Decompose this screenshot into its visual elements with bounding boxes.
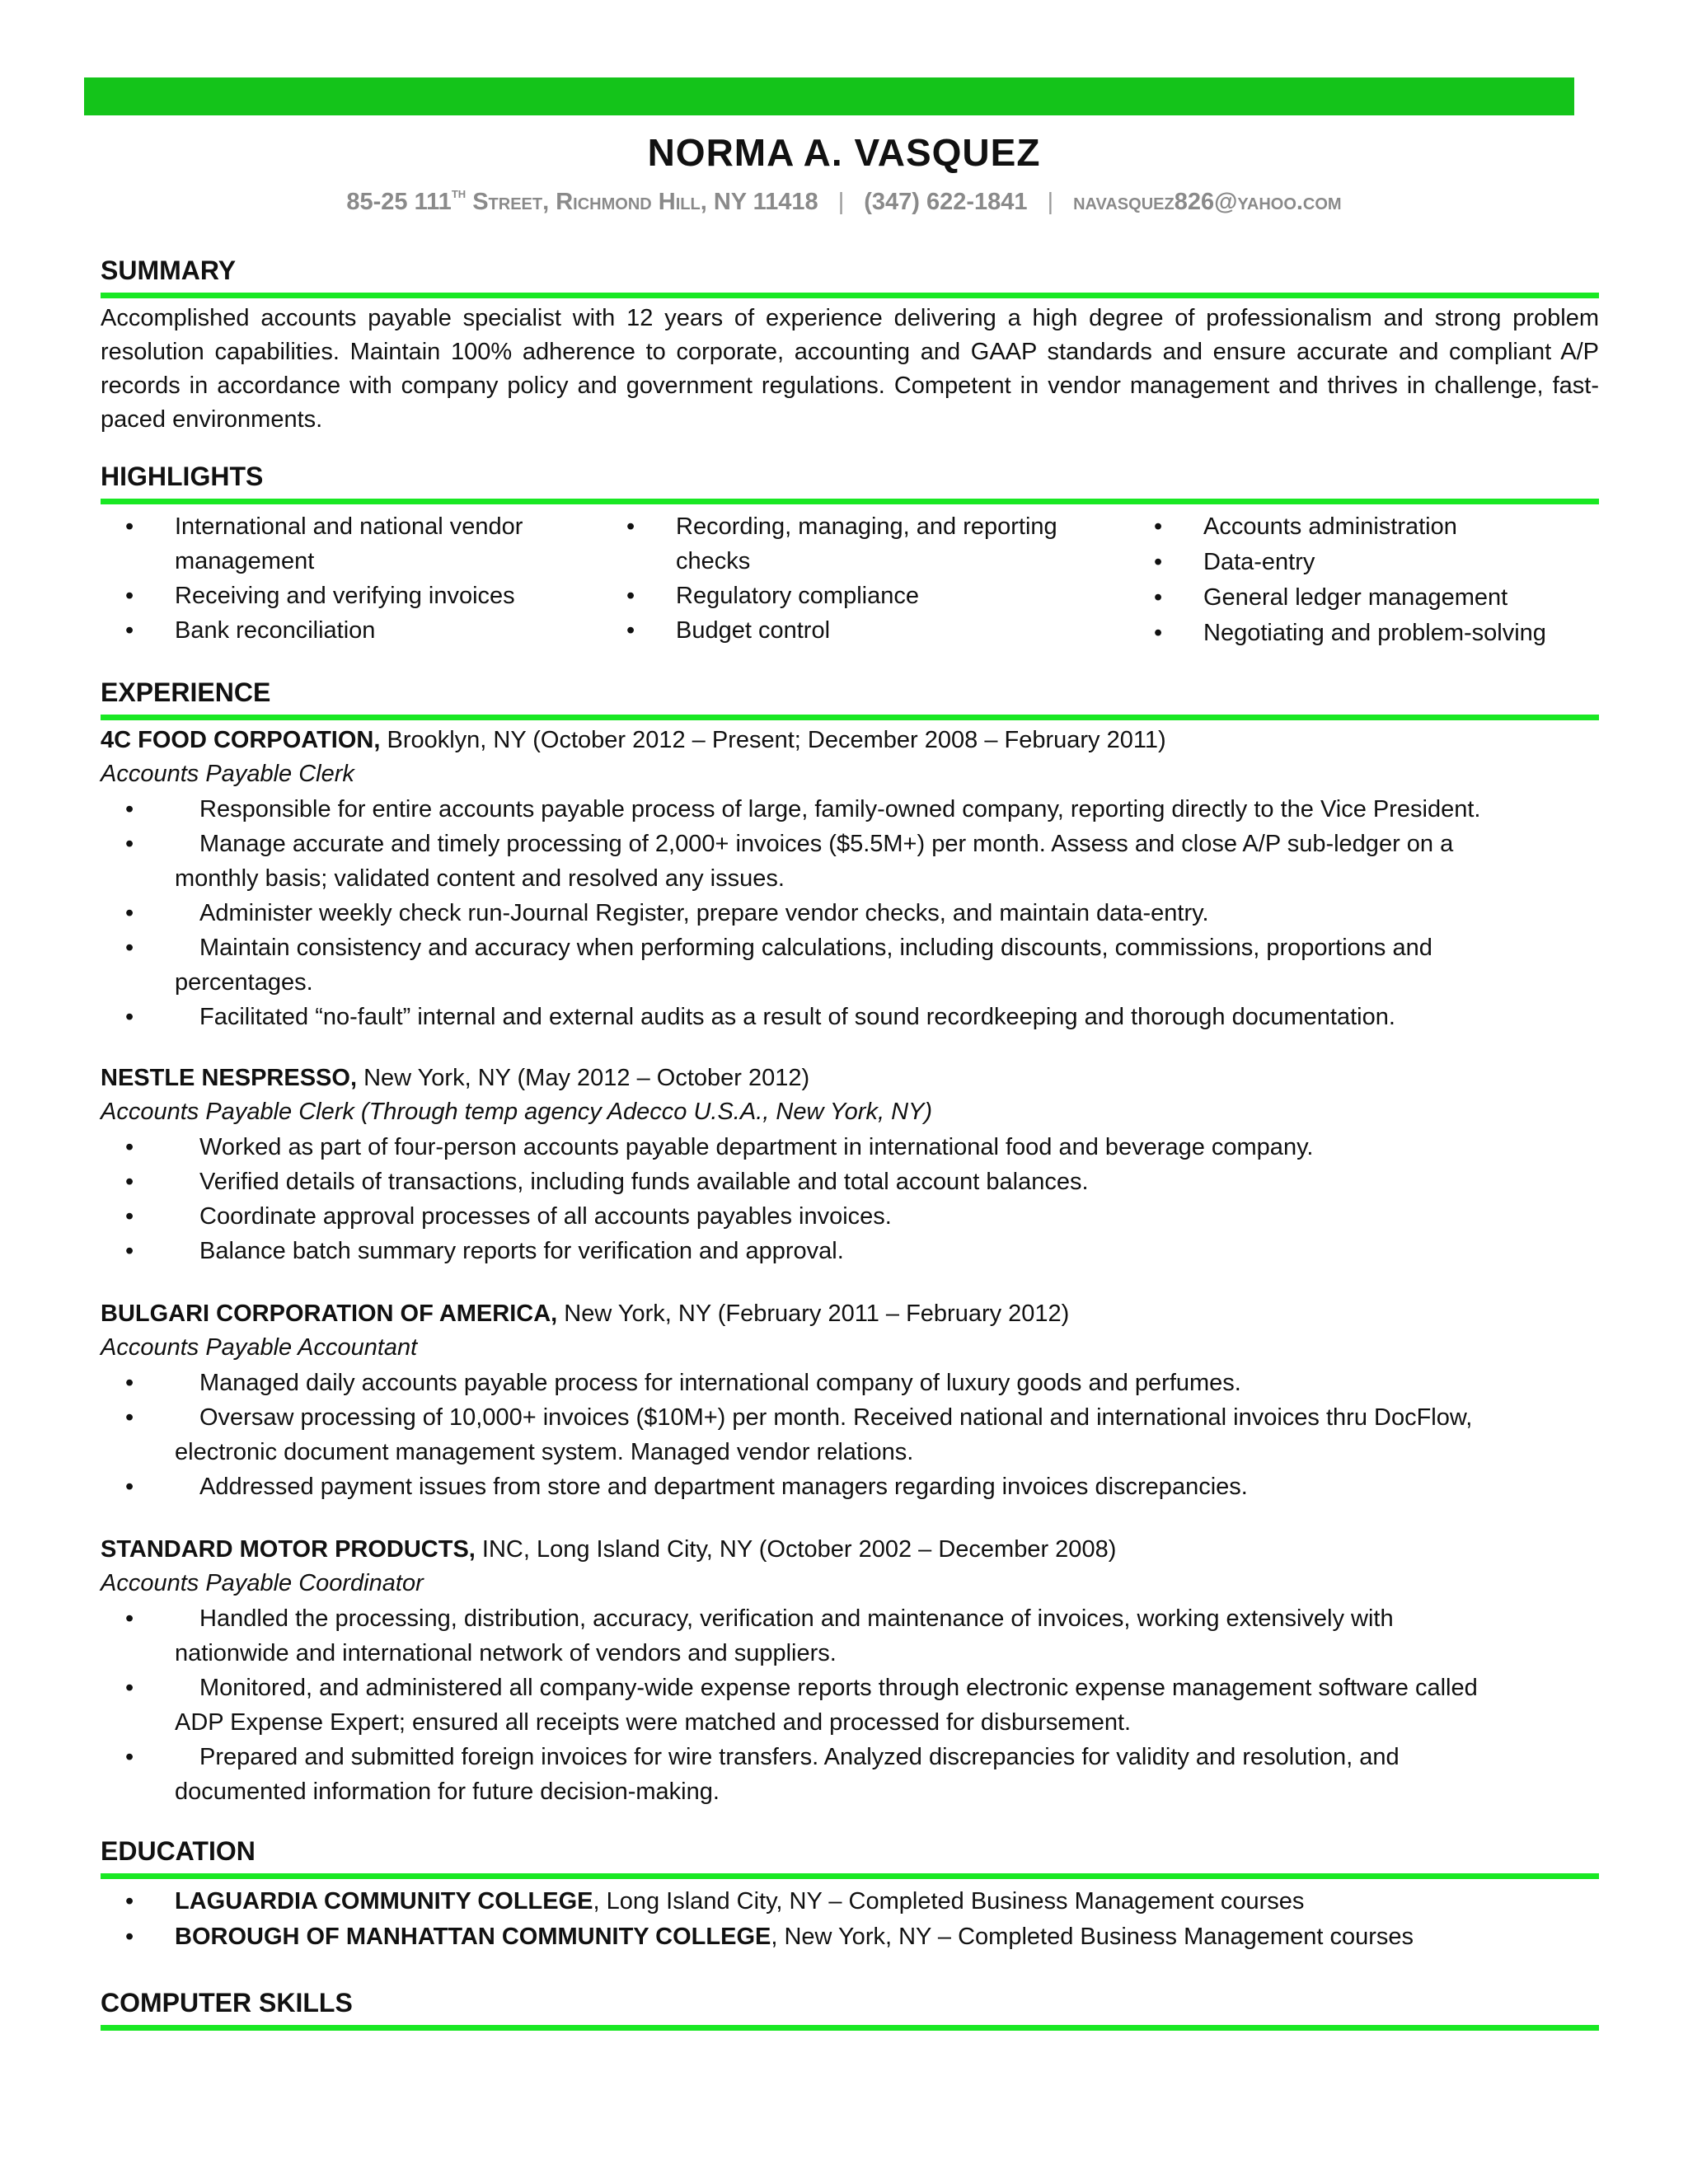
job-bullet [101,1165,1584,1199]
highlight-text: Data-entry [1203,549,1315,575]
bullet-text-continued: monthly basis; validated content and resolved any issues. [175,865,785,892]
job-header [101,1062,809,1095]
bullet-icon: • [125,1404,134,1431]
company-name: BULGARI CORPORATION OF AMERICA, [101,1301,558,1327]
bullet-icon: • [125,1004,134,1030]
bullet-text: Facilitated “no-fault” internal and external audits as a result of sound recordkeeping and thorough documentation. [199,1004,1395,1030]
job-header [101,724,1166,757]
bullet-icon: • [1154,584,1163,611]
computer-skills-heading: COMPUTER SKILLS [101,1988,1599,2031]
bullet-icon: • [125,1474,134,1500]
education-heading: EDUCATION [101,1836,1599,1879]
email-link[interactable]: navasquez826@yahoo.com [1073,189,1342,215]
highlight-text: International and national vendor management [175,513,523,574]
job-title: Accounts Payable Coordinator [101,1570,424,1596]
bullet-text: Administer weekly check run-Journal Register, prepare vendor checks, and maintain data-entry. [199,900,1209,926]
bullet-icon: • [125,796,134,823]
bullet-text: Maintain consistency and accuracy when performing calculations, including discounts, commissions, proportions and [199,935,1432,961]
bullet-icon: • [125,1888,134,1915]
bullet-text: Managed daily accounts payable process for international company of luxury goods and perfumes. [199,1370,1241,1396]
highlights-heading: HIGHLIGHTS [101,462,1599,504]
highlight-item [101,579,612,613]
candidate-name: NORMA A. VASQUEZ [647,131,1041,174]
highlight-item [602,613,1113,648]
bullet-text-continued: electronic document management system. Managed vendor relations. [175,1439,914,1465]
highlight-text: Budget control [676,617,831,644]
bullet-icon: • [1154,513,1163,540]
job-bullet [101,1469,1584,1504]
bullet-icon: • [125,1675,134,1701]
bullet-icon: • [125,1605,134,1632]
top-color-bar [84,77,1574,115]
job-bullet [101,1199,1584,1234]
company-name: 4C FOOD CORPOATION, [101,727,381,753]
bullet-text-continued: percentages. [175,969,313,996]
highlight-text: Regulatory compliance [676,583,919,609]
bullet-text: Coordinate approval processes of all accounts payables invoices. [199,1203,892,1230]
job-location-dates: Brooklyn, NY (October 2012 – Present; December 2008 – February 2011) [380,727,1166,753]
job-location-dates: New York, NY (February 2011 – February 2012) [557,1301,1070,1327]
bullet-icon: • [1154,620,1163,646]
bullet-icon: • [125,513,134,540]
experience-heading: EXPERIENCE [101,677,1599,720]
bullet-icon: • [626,617,635,644]
highlight-item [602,509,1113,579]
highlight-item [101,509,612,579]
address-superscript: TH [451,188,467,200]
bullet-icon: • [125,900,134,926]
highlight-text: General ledger management [1203,584,1508,611]
school-details: , New York, NY – Completed Business Management courses [771,1924,1414,1950]
job-bullet [101,896,1584,930]
bullet-icon: • [1154,549,1163,575]
highlights-column-1 [101,509,612,648]
bullet-icon: • [626,583,635,609]
job-bullet [101,1366,1584,1400]
school-details: , Long Island City, NY – Completed Business Management courses [593,1888,1305,1915]
highlight-text: Accounts administration [1203,513,1457,540]
job-location-dates: New York, NY (May 2012 – October 2012) [357,1065,810,1091]
bullet-icon: • [125,1238,134,1264]
bullet-text-continued: ADP Expense Expert; ensured all receipts were matched and processed for disbursement. [175,1709,1132,1736]
bullet-icon: • [125,1370,134,1396]
bullet-text: Verified details of transactions, including funds available and total account balances. [199,1169,1089,1195]
bullet-icon: • [125,1203,134,1230]
school-name: LAGUARDIA COMMUNITY COLLEGE [175,1888,593,1915]
job-bullet [101,1740,1584,1809]
highlight-text: Recording, managing, and reporting checks [676,513,1057,574]
bullet-text: Worked as part of four-person accounts payable department in international food and beverage company. [199,1134,1314,1160]
bullet-icon: • [125,1924,134,1950]
bullet-icon: • [125,617,134,644]
highlight-item [1129,545,1624,580]
job-header [101,1297,1069,1331]
job-bullets [101,1601,1584,1809]
job-bullets [101,792,1584,1034]
bullet-text: Addressed payment issues from store and department managers regarding invoices discrepancies. [199,1474,1248,1500]
highlight-item [1129,616,1624,651]
summary-heading: SUMMARY [101,255,1599,298]
highlight-text: Bank reconciliation [175,617,376,644]
job-bullet [101,1130,1584,1165]
job-title: Accounts Payable Accountant [101,1334,418,1361]
highlight-item [101,613,612,648]
bullet-text: Responsible for entire accounts payable process of large, family-owned company, reporting directly to the Vice President. [199,796,1481,823]
job-title: Accounts Payable Clerk (Through temp agency Adecco U.S.A., New York, NY) [101,1099,933,1125]
education-item [101,1919,1584,1955]
company-name: STANDARD MOTOR PRODUCTS, [101,1536,476,1563]
highlights-column-3 [1129,509,1624,651]
job-bullets [101,1130,1584,1268]
bullet-icon: • [125,935,134,961]
bullet-icon: • [125,1169,134,1195]
bullet-icon: • [626,513,635,540]
bullet-text: Balance batch summary reports for verification and approval. [199,1238,844,1264]
address-number: 85-25 111 [346,189,452,215]
bullet-text-continued: documented information for future decision-making. [175,1779,720,1805]
job-title: Accounts Payable Clerk [101,761,354,787]
highlight-item [1129,580,1624,616]
job-location-dates: INC, Long Island City, NY (October 2002 – December 2008) [475,1536,1117,1563]
bullet-text: Handled the processing, distribution, accuracy, verification and maintenance of invoices, working extensively with [199,1605,1394,1632]
contact-line [0,188,1688,216]
bullet-text: Monitored, and administered all company-wide expense reports through electronic expense management software called [199,1675,1478,1701]
education-list [101,1884,1584,1955]
separator: | [837,189,845,215]
job-bullets [101,1366,1584,1504]
address [346,189,818,215]
job-header [101,1533,1116,1567]
bullet-text: Manage accurate and timely processing of 2,000+ invoices ($5.5M+) per month. Assess and close A/P sub-ledger on a [199,831,1454,857]
job-bullet [101,827,1584,896]
education-item [101,1884,1584,1919]
highlight-item [1129,509,1624,545]
bullet-text-continued: nationwide and international network of vendors and suppliers. [175,1640,837,1666]
separator: | [1047,189,1054,215]
bullet-icon: • [125,831,134,857]
bullet-icon: • [125,1134,134,1160]
school-name: BOROUGH OF MANHATTAN COMMUNITY COLLEGE [175,1924,771,1950]
summary-text: Accomplished accounts payable specialist with 12 years of experience delivering a high degree of professionalism and strong problem resolution capabilities. Maintain 100% adherence to corporate, accounting and GAAP standards and ensure accurate and compliant A/P records in accordance with company policy and government regulations. Competent in vendor management and thrives in challenge, fast-paced environments. [101,305,1599,433]
job-bullet [101,1000,1584,1034]
job-bullet [101,930,1584,1000]
bullet-text: Oversaw processing of 10,000+ invoices ($10M+) per month. Received national and international invoices thru DocFlow, [199,1404,1473,1431]
job-bullet [101,1400,1584,1469]
job-bullet [101,1601,1584,1671]
highlights-column-2 [602,509,1113,648]
bullet-icon: • [125,1744,134,1770]
highlight-item [602,579,1113,613]
job-bullet [101,1234,1584,1268]
bullet-icon: • [125,583,134,609]
highlight-text: Receiving and verifying invoices [175,583,515,609]
highlight-text: Negotiating and problem-solving [1203,620,1546,646]
job-bullet [101,1671,1584,1740]
company-name: NESTLE NESPRESSO, [101,1065,358,1091]
phone: (347) 622-1841 [864,189,1028,215]
job-bullet [101,792,1584,827]
address-street: Street, Richmond Hill, NY 11418 [472,189,818,215]
bullet-text: Prepared and submitted foreign invoices for wire transfers. Analyzed discrepancies for validity and resolution, and [199,1744,1400,1770]
